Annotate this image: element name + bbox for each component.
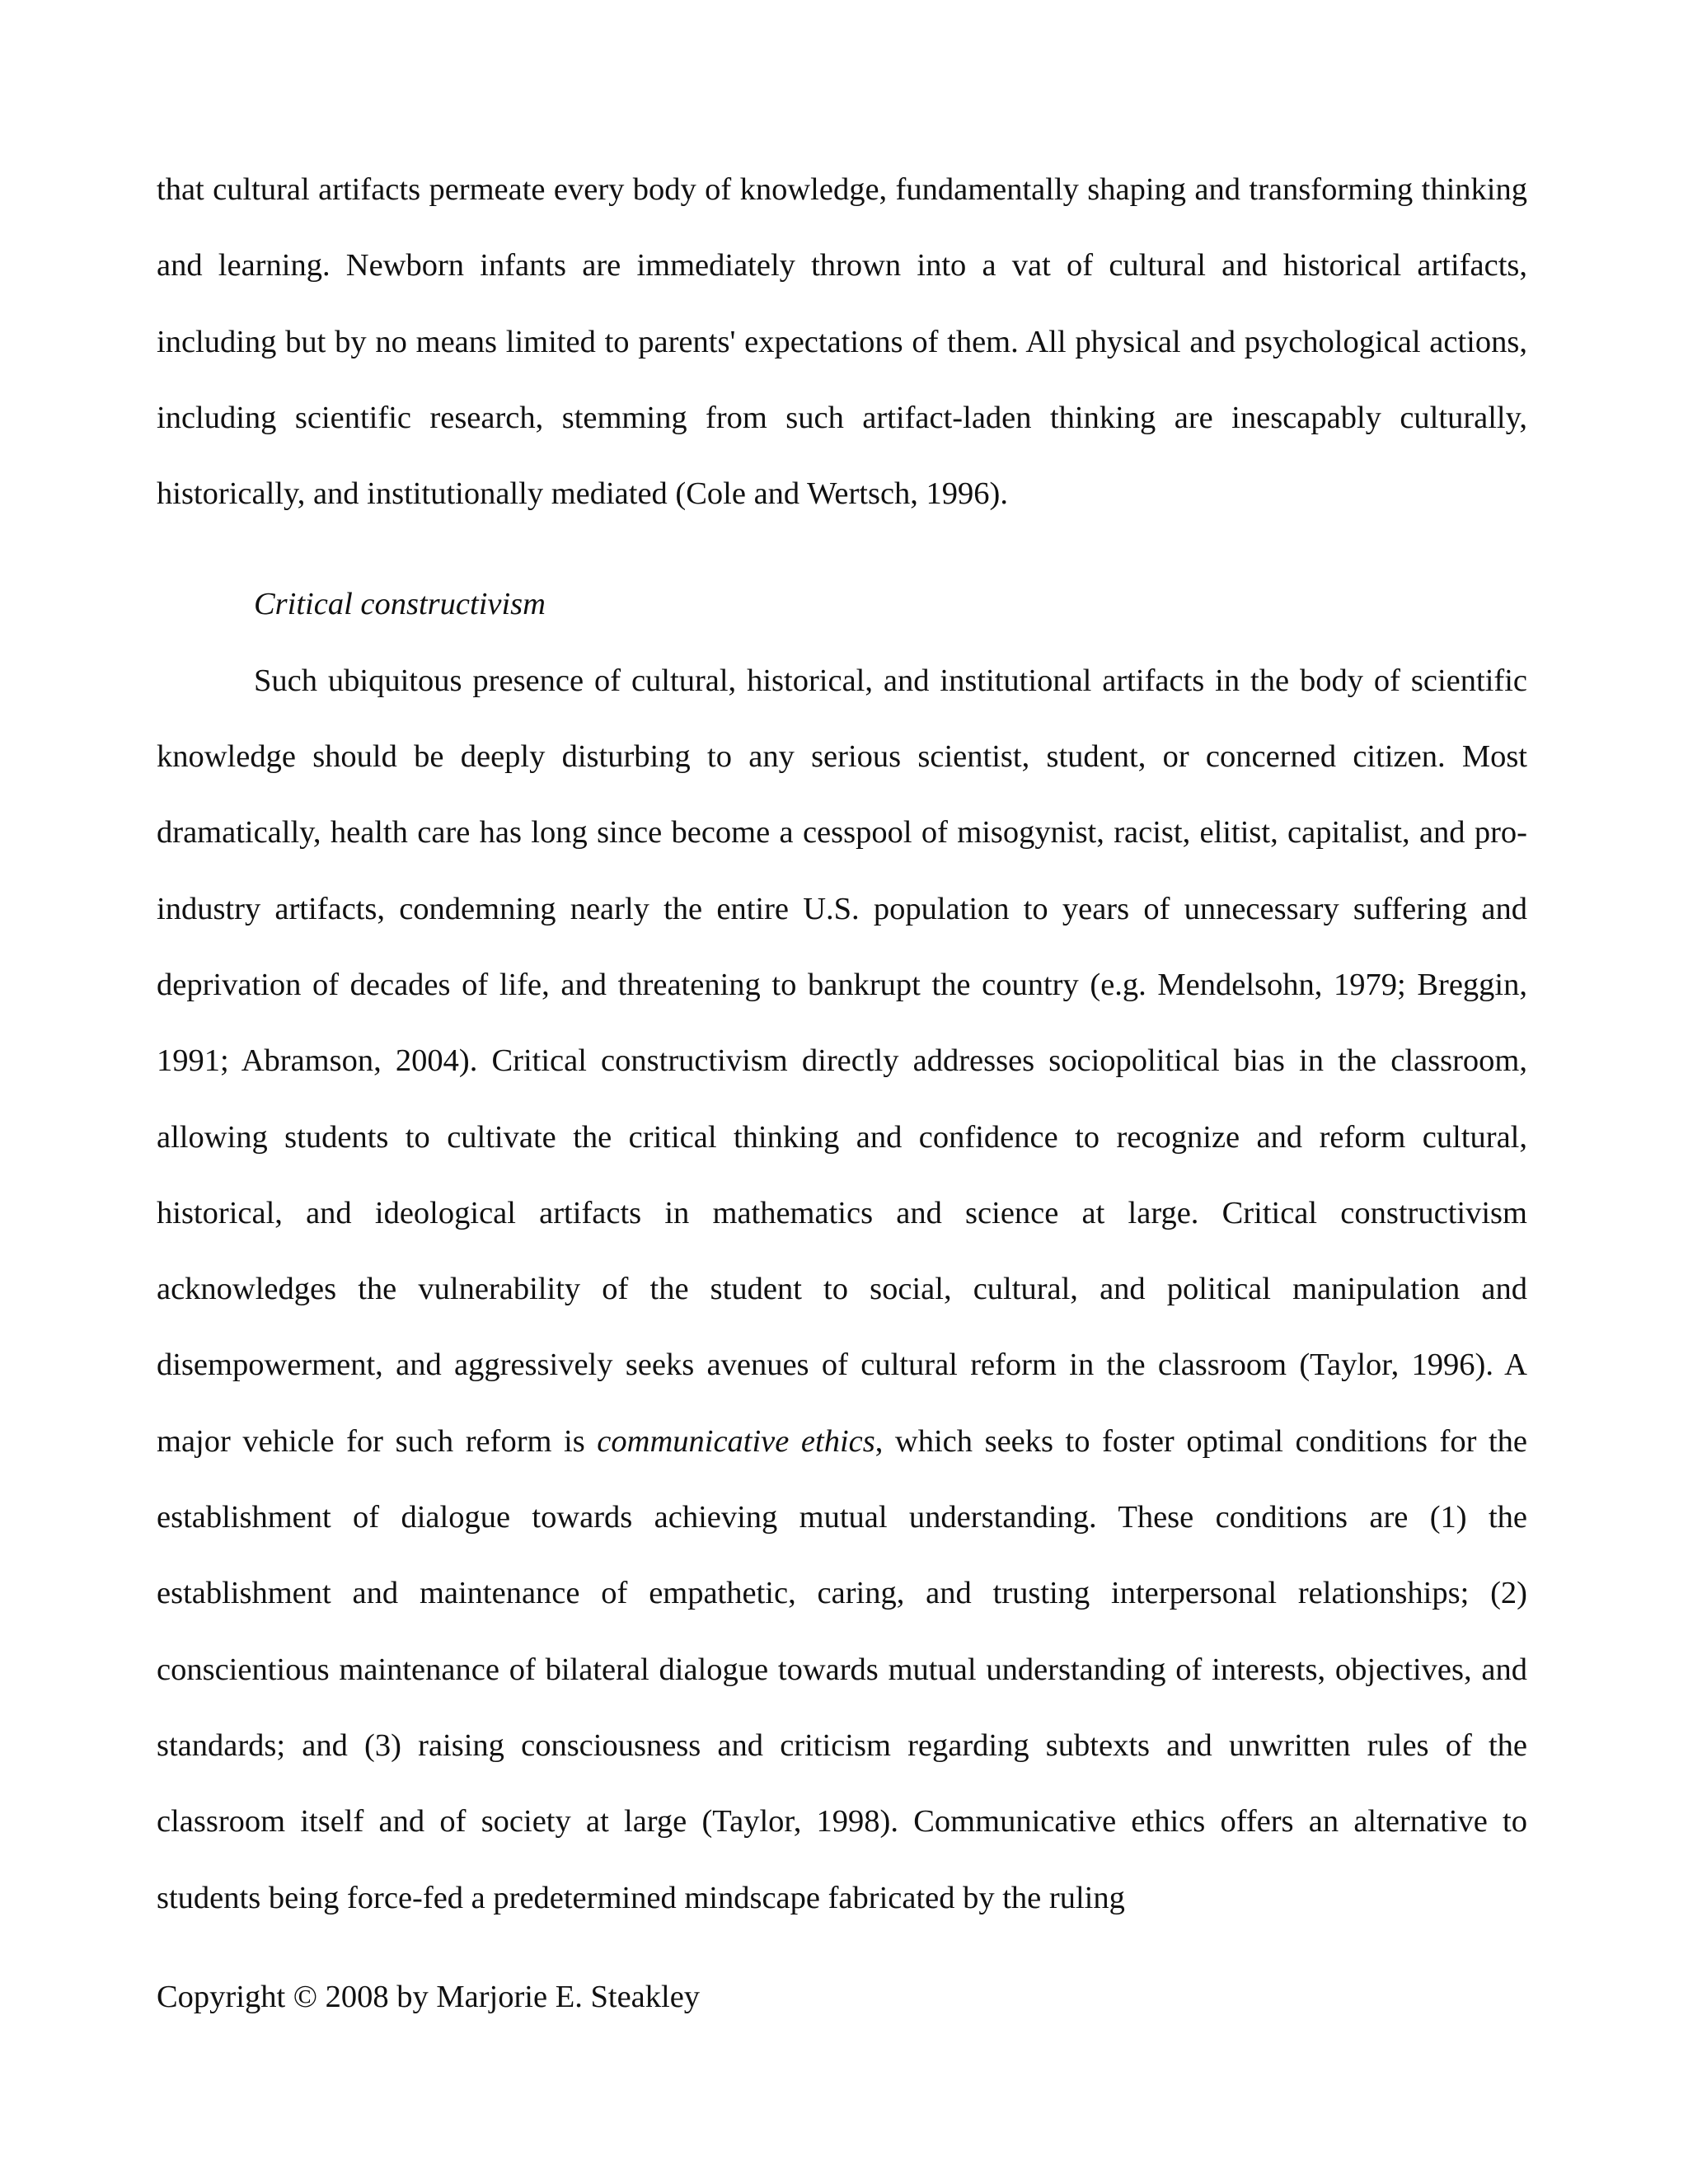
copyright-footer: Copyright © 2008 by Marjorie E. Steakley — [157, 1980, 701, 2014]
paragraph-continuation: that cultural artifacts permeate every body of knowledge, fundamentally shaping and transforming thinking and learning. Newborn infants are immediately thrown into a vat of cultural and historical artifacts, including but by no means limited to parents' expectations of them. All physical and psychological actions, including scientific research, stemming from such artifact-laden thinking are inescapably culturally, historically, and institutionally mediated (Cole and Wertsch, 1996). — [157, 172, 1527, 512]
section-heading: Critical constructivism — [254, 587, 546, 622]
emphasized-term: communicative ethics — [597, 1423, 875, 1459]
paragraph-text-end: , which seeks to foster optimal conditions for the establishment of dialogue towards achieving mutual understanding. These conditions are (1) the establishment and maintenance of empathetic, caring, and trusting interpersonal relationships; (2) conscientious maintenance of bilateral dialogue towards mutual understanding of interests, objectives, and standards; and (3) raising consciousness and criticism regarding subtexts and unwritten rules of the classroom itself and of society at large (Taylor, 1998). Communicative ethics offers an alternative to students being force-fed a predetermined mindscape fabricated by the ruling — [157, 1423, 1527, 1915]
paragraph-text-start: Such ubiquitous presence of cultural, historical, and institutional artifacts in the body of scientific knowledge should be deeply disturbing to any serious scientist, student, or concerned citizen. Most dramatically, health care has long since become a cesspool of misogynist, racist, elitist, capitalist, and pro-industry artifacts, condemning nearly the entire U.S. population to years of unnecessary suffering and deprivation of decades of life, and threatening to bankrupt the country (e.g. Mendelsohn, 1979; Breggin, 1991; Abramson, 2004). Critical constructivism directly addresses sociopolitical bias in the classroom, allowing students to cultivate the critical thinking and confidence to recognize and reform cultural, historical, and ideological artifacts in mathematics and science at large. Critical constructivism acknowledges the vulnerability of the student to social, cultural, and political manipulation and disempowerment, and aggressively seeks avenues of cultural reform in the classroom (Taylor, 1996). A major vehicle for such reform is — [157, 663, 1527, 1459]
body-text — [157, 152, 1527, 1936]
paragraph-critical-constructivism — [157, 643, 1527, 1936]
